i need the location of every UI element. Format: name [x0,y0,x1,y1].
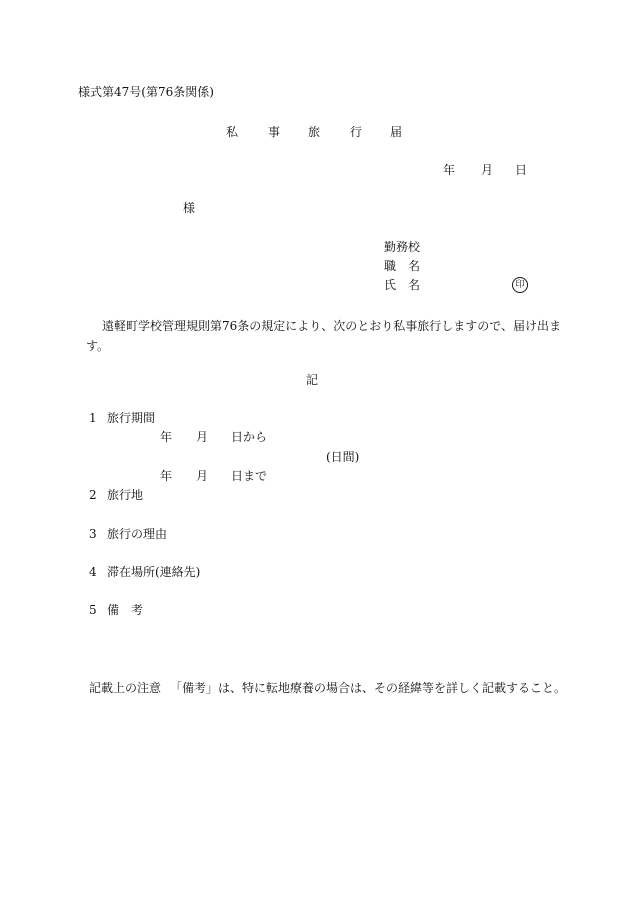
from-day: 日から [231,430,268,444]
addressee: 様 [183,201,196,215]
position-label: 職 名 [384,259,421,273]
to-year: 年 [160,469,173,483]
body-line-2: す。 [86,339,110,353]
title-char: 私 [226,125,239,139]
school-label: 勤務校 [384,240,421,254]
stay-label: 滞在場所(連絡先) [107,565,201,579]
item-number: 3 [89,527,97,541]
title-char: 事 [268,125,281,139]
seal-mark [512,277,528,293]
item-number: 5 [89,603,97,617]
note-text: 「備考」は、特に転地療養の場合は、その経緯等を詳しく記載すること。 [170,681,567,695]
body-line-1: 遠軽町学校管理規則第76条の規定により、次のとおり私事旅行しますので、届け出ま [102,319,562,333]
title-char: 行 [350,125,363,139]
item-number: 4 [89,565,97,579]
from-year: 年 [160,430,173,444]
form-number: 様式第47号(第76条関係) [78,85,214,99]
destination-label: 旅行地 [107,488,144,502]
to-month: 月 [196,469,209,483]
period-label: 旅行期間 [107,411,156,425]
to-day: 日まで [231,469,268,483]
title-char: 届 [390,125,403,139]
reason-label: 旅行の理由 [107,527,168,541]
from-month: 月 [196,430,209,444]
date-year: 年 [443,163,456,177]
title-char: 旅 [308,125,321,139]
ki-heading: 記 [306,373,319,387]
date-month: 月 [481,163,494,177]
days-count: (日間) [326,450,360,464]
seal-text: 印 [512,277,528,293]
date-day: 日 [515,163,528,177]
item-number: 1 [89,411,97,425]
item-number: 2 [89,488,97,502]
remarks-label: 備 考 [107,603,144,617]
name-label: 氏 名 [384,278,421,292]
note-label: 記載上の注意 [89,681,162,695]
